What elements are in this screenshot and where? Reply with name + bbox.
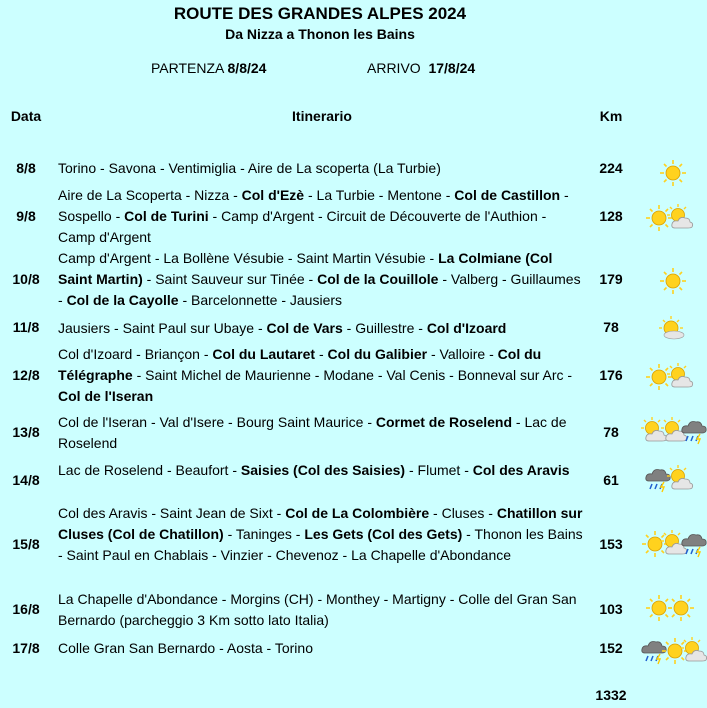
row-itinerary xyxy=(58,460,586,481)
sun-icon xyxy=(658,158,686,188)
arrival-label: ARRIVO xyxy=(367,60,421,76)
row-km: 153 xyxy=(599,536,623,552)
row-weather xyxy=(638,203,707,233)
route-text: - Guillestre - xyxy=(342,320,427,336)
row-km: 61 xyxy=(603,472,619,488)
row-itinerary xyxy=(58,158,586,179)
row-date: 8/8 xyxy=(16,160,36,176)
pass-name: La Colmiane (Col Saint Martin) xyxy=(58,250,553,287)
pass-name: Col du Galibier xyxy=(327,346,428,362)
row-itinerary xyxy=(58,185,586,248)
pass-name: Col de l'Iseran xyxy=(58,388,154,404)
hazy-sun-icon xyxy=(658,315,686,345)
route-text: - Flumet - xyxy=(405,462,473,478)
arrival xyxy=(367,60,475,76)
route-text: - Thonon les Bains - Saint Paul en Chablais - Vinzier - Chevenoz - La Chapelle d'Abondance xyxy=(58,526,583,563)
row-itinerary xyxy=(58,589,586,631)
row-date: 13/8 xyxy=(12,424,40,440)
pass-name: Col de Turini xyxy=(124,208,209,224)
departure xyxy=(151,60,266,76)
partly-cloudy-icon xyxy=(680,636,707,666)
row-date: 15/8 xyxy=(12,536,40,552)
row-weather xyxy=(638,593,707,623)
route-text: - Saint Michel de Maurienne - Modane - Val Cenis - Bonneval sur Arc - xyxy=(132,367,573,383)
pass-name: Col d'Izoard xyxy=(426,320,507,336)
route-text: Lac de Roselend - Beaufort - xyxy=(58,462,241,478)
row-date: 11/8 xyxy=(12,319,40,335)
route-text: Aire de La Scoperta - Nizza - xyxy=(58,187,242,203)
row-weather xyxy=(638,266,707,296)
route-text: - Lac de Roselend xyxy=(58,414,567,451)
row-weather xyxy=(638,158,707,188)
row-date: 16/8 xyxy=(12,601,40,617)
row-weather xyxy=(638,529,707,559)
row-itinerary xyxy=(58,638,586,659)
row-km: 179 xyxy=(599,271,623,287)
pass-name: Les Gets (Col des Gets) xyxy=(304,526,463,542)
pass-name: Col d'Ezè xyxy=(241,187,305,203)
row-date: 9/8 xyxy=(16,208,36,224)
pass-name: Col de Castillon xyxy=(454,187,561,203)
pass-name: Col de Vars xyxy=(266,320,343,336)
pass-name: Col de la Couillole xyxy=(317,271,439,287)
departure-date: 8/8/24 xyxy=(227,60,267,76)
pass-name: Col du Télégraphe xyxy=(58,346,542,383)
route-text: - Valberg - Guillaumes - xyxy=(58,271,581,308)
partly-cloudy-icon xyxy=(666,362,694,392)
row-km: 78 xyxy=(603,424,619,440)
row-itinerary xyxy=(58,503,586,566)
route-text: - Saint Sauveur sur Tinée - xyxy=(142,271,318,287)
partly-cloudy-icon xyxy=(666,464,694,494)
route-text: - Cluses - xyxy=(429,505,497,521)
row-itinerary xyxy=(58,318,586,339)
pass-name: Col des Aravis xyxy=(472,462,570,478)
row-km: 224 xyxy=(599,160,623,176)
route-text: - La Turbie - Mentone - xyxy=(304,187,455,203)
departure-label: PARTENZA xyxy=(151,60,224,76)
storm-icon xyxy=(680,529,707,559)
row-weather xyxy=(638,464,707,494)
route-text: Camp d'Argent - La Bollène Vésubie - Saint Martin Vésubie - xyxy=(58,250,439,266)
header-date: Data xyxy=(10,108,42,124)
pass-name: Col de La Colombière xyxy=(285,505,430,521)
pass-name: Col du Lautaret xyxy=(212,346,316,362)
sun-icon xyxy=(658,266,686,296)
row-date: 12/8 xyxy=(12,367,40,383)
row-weather xyxy=(638,315,707,345)
pass-name: Saisies (Col des Saisies) xyxy=(240,462,406,478)
arrival-date: 17/8/24 xyxy=(428,60,476,76)
total-km: 1332 xyxy=(595,687,627,703)
route-text: La Chapelle d'Abondance - Morgins (CH) - Monthey - Martigny - Colle del Gran San Bernardo (parcheggio 3 Km sotto lato Italia) xyxy=(58,591,577,628)
partly-cloudy-icon xyxy=(666,203,694,233)
page-title: ROUTE DES GRANDES ALPES 2024 xyxy=(173,4,467,23)
route-text: Col des Aravis - Saint Jean de Sixt - xyxy=(58,505,286,521)
row-itinerary xyxy=(58,344,586,407)
row-itinerary xyxy=(58,412,586,454)
route-text: - Sospello - xyxy=(58,187,569,224)
row-km: 103 xyxy=(599,601,623,617)
route-text: - Taninges - xyxy=(223,526,305,542)
pass-name: Cormet de Roselend xyxy=(375,414,513,430)
row-date: 14/8 xyxy=(12,472,40,488)
row-date: 17/8 xyxy=(12,640,40,656)
route-text: - Barcelonnette - Jausiers xyxy=(178,292,343,308)
pass-name: Chatillon sur Cluses (Col de Chatillon) xyxy=(58,505,583,542)
pass-name: Col de la Cayolle xyxy=(66,292,179,308)
route-text: - xyxy=(315,346,328,362)
storm-icon xyxy=(680,416,707,446)
row-km: 128 xyxy=(599,208,623,224)
header-km: Km xyxy=(599,108,623,124)
page-subtitle: Da Nizza a Thonon les Bains xyxy=(225,26,415,42)
header-itinerary: Itinerario xyxy=(292,108,352,124)
row-km: 78 xyxy=(603,319,619,335)
route-text: - Valloire - xyxy=(427,346,498,362)
row-weather xyxy=(638,636,707,666)
row-km: 176 xyxy=(599,367,623,383)
route-text: Colle Gran San Bernardo - Aosta - Torino xyxy=(58,640,313,656)
route-text: - Camp d'Argent - Circuit de Découverte de l'Authion - Camp d'Argent xyxy=(58,208,547,245)
row-date: 10/8 xyxy=(12,271,40,287)
row-weather xyxy=(638,416,707,446)
sun-icon xyxy=(666,593,694,623)
route-text: Torino - Savona - Ventimiglia - Aire de La scoperta (La Turbie) xyxy=(58,160,441,176)
route-text: Col d'Izoard - Briançon - xyxy=(58,346,213,362)
row-weather xyxy=(638,362,707,392)
row-km: 152 xyxy=(599,640,623,656)
route-text: Jausiers - Saint Paul sur Ubaye - xyxy=(58,320,267,336)
row-itinerary xyxy=(58,248,586,311)
route-text: Col de l'Iseran - Val d'Isere - Bourg Saint Maurice - xyxy=(58,414,376,430)
